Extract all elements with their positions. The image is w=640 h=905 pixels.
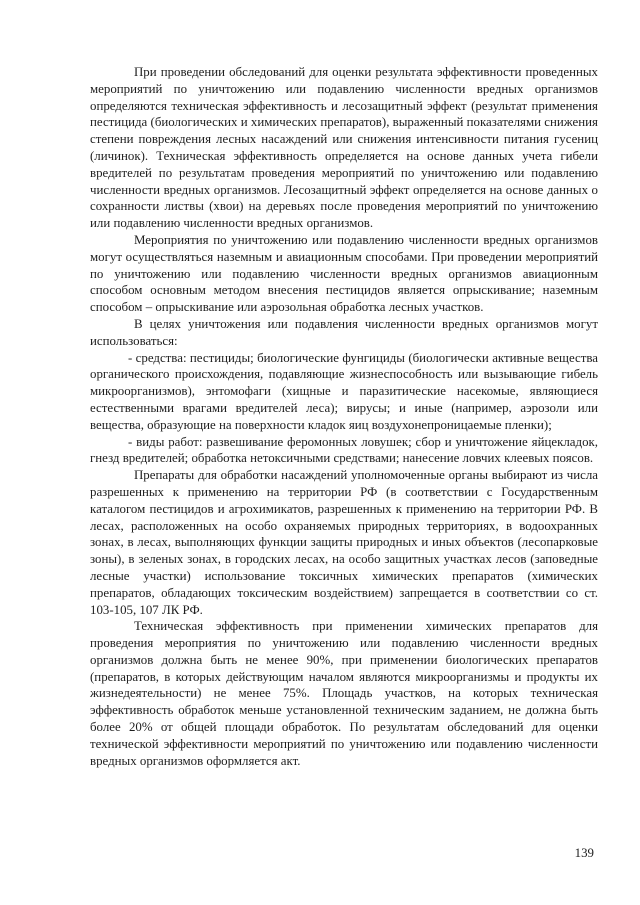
paragraph-preparations: Препараты для обработки насаждений уполномоченные органы выбирают из числа разрешенных к применению на территории РФ (в соответствии с Государственным каталогом пестицидов и агрохимикатов, разрешенных к применению на территории РФ. В лесах, расположенных на особо охраняемых природных территориях, в водоохранных зонах, в лесах, выполняющих функции защиты природных и иных объектов (лесопарковые зоны), в зеленых зонах, в городских лесах, на особо защитных участках лесов (заповедные лесные участки) использование токсичных химических препаратов (химических препаратов, обладающих токсическим воздействием) запрещается в соответствии со ст. 103-105, 107 ЛК РФ.: [90, 468, 598, 617]
list-item-means: - средства: пестициды; биологические фунгициды (биологически активные вещества органического происхождения, подавляющие жизнеспособность или вызывающие гибель микроорганизмов), энтомофаги (хищные и паразитические насекомые, являющиеся естественными врагами вредителей леса); вирусы; и иные (например, аэрозоли или вещества, образующие на поверхности кладок яиц воздухонепроницаемые пленки);: [90, 350, 598, 432]
page-number: 139: [574, 846, 594, 860]
paragraph-technical-efficiency: Техническая эффективность при применении химических препаратов для проведения мероприятия по уничтожению или подавлению численности вредных организмов должна быть не менее 90%, при применении биологических препаратов (препаратов, в которых действующим началом являются микроорганизмы и продукты их жизнедеятельности) не менее 75%. Площадь участков, на которых техническая эффективность обработок меньше установленной техническим заданием, не должна быть более 20% от общей площади обработок. По результатам обследований для оценки технической эффективности мероприятий по уничтожению или подавлению численности вредных организмов оформляется акт.: [90, 619, 598, 768]
paragraph-means-intro: В целях уничтожения или подавления численности вредных организмов могут использоваться:: [90, 316, 598, 348]
paragraph-methods: Мероприятия по уничтожению или подавлению численности вредных организмов могут осуществляться наземным и авиационным способами. При проведении мероприятий по уничтожению или подавлению численности вредных организмов авиационным способом основным методом внесения пестицидов является опрыскивание; наземным способом – опрыскивание или аэрозольная обработка лесных участков.: [90, 232, 598, 315]
list-item-works: - виды работ: развешивание феромонных ловушек; сбор и уничтожение яйцекладок, гнезд вредителей; обработка нетоксичными средствами; нанесение ловчих клеевых поясов.: [90, 434, 598, 466]
paragraph-assessment: При проведении обследований для оценки результата эффективности проведенных мероприятий по уничтожению или подавлению численности вредных организмов определяются техническая эффективность и лесозащитный эффект (результат применения пестицида (биологических и химических препаратов), выраженный показателями снижения степени повреждения лесных насаждений или снижения интенсивности питания гусениц (личинок). Техническая эффективность определяется на основе данных учета гибели вредителей по результатам проведения мероприятий по уничтожению или подавлению численности вредных организмов. Лесозащитный эффект определяется на основе данных о сохранности листвы (хвои) на деревьях после проведения мероприятий по уничтожению или подавлению численности вредных организмов.: [90, 65, 598, 231]
page-body: [90, 64, 598, 769]
